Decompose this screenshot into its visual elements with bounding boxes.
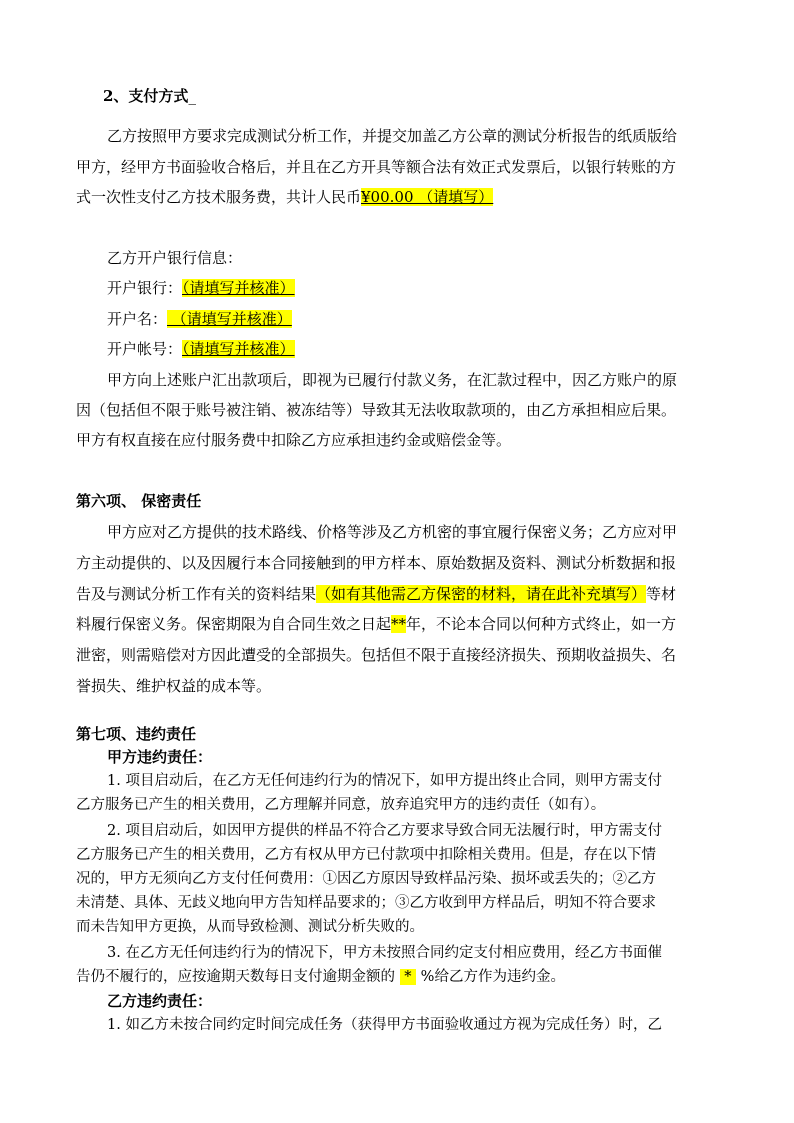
party-a-item3-line2-tail: %给乙方作为违约金。 xyxy=(416,969,565,985)
account-name-row xyxy=(107,309,292,329)
payment-heading xyxy=(103,86,196,106)
section6-line4-text: 料履行保密义务。保密期限为自合同生效之日起 xyxy=(76,615,392,633)
party-b-breach-heading: 乙方违约责任： xyxy=(107,992,213,1010)
section6-line5: 泄密，则需赔偿对方因此遭受的全部损失。包括但不限于直接经济损失、预期收益损失、名 xyxy=(76,646,677,664)
account-number-row xyxy=(107,339,295,359)
confidential-materials-field[interactable]: （如有其他需乙方保密的材料，请在此补充填写） xyxy=(316,585,647,603)
party-a-item2-line2: 乙方服务已产生的相关费用，乙方有权从甲方已付款项中扣除相关费用。但是，存在以下情 xyxy=(76,847,656,863)
bank-name-label: 开户银行： xyxy=(107,279,183,297)
confidentiality-years-field[interactable]: ** xyxy=(391,615,407,633)
payment-para2-line1: 甲方向上述账户汇出款项后，即视为已履行付款义务，在汇款过程中，因乙方账户的原 xyxy=(107,371,678,389)
bank-name-row xyxy=(107,278,295,298)
party-a-breach-heading: 甲方违约责任： xyxy=(107,748,213,766)
section6-line1: 甲方应对乙方提供的技术路线、价格等涉及乙方机密的事宜履行保密义务；乙方应对甲 xyxy=(107,523,678,541)
section6-heading: 第六项、 保密责任 xyxy=(76,492,202,510)
payment-heading-trail: _ xyxy=(188,87,196,105)
party-a-item3-line2-text: 告仍不履行的，应按逾期天数每日支付逾期金额的 xyxy=(76,969,400,985)
party-a-item2-line4: 未清楚、具体、无歧义地向甲方告知样品要求的；③乙方收到甲方样品后，明知不符合要求 xyxy=(76,895,656,911)
section6-line3-text: 告及与测试分析工作有关的资料结果 xyxy=(76,585,317,603)
bank-name-field[interactable]: （请填写并核准） xyxy=(182,279,295,297)
party-a-item3-line1: 3. 在乙方无任何违约行为的情况下，甲方未按照合同约定支付相应费用，经乙方书面催 xyxy=(107,945,662,961)
section6-line4-tail: 年，不论本合同以何种方式终止，如一方 xyxy=(406,615,677,633)
party-a-item2-line3: 况的，甲方无须向乙方支付任何费用：①因乙方原因导致样品污染、损坏或丢失的；②乙方 xyxy=(76,871,656,887)
payment-para1-line3 xyxy=(76,187,493,207)
account-number-label: 开户帐号： xyxy=(107,340,183,358)
party-a-item2-line1: 2. 项目启动后，如因甲方提供的样品不符合乙方要求导致合同无法履行时，甲方需支付 xyxy=(107,823,662,839)
section6-line6: 誉损失、维护权益的成本等。 xyxy=(76,677,272,695)
section6-line2: 方主动提供的、以及因履行本合同接触到的甲方样本、原始数据及资料、测试分析数据和报 xyxy=(76,554,677,572)
section6-line3-tail: 等材 xyxy=(646,585,677,603)
party-a-item3-line2 xyxy=(76,967,565,987)
payment-amount-field[interactable]: ¥00.00 （请填写） xyxy=(361,188,494,206)
payment-para2-line3: 甲方有权直接在应付服务费中扣除乙方应承担违约金或赔偿金等。 xyxy=(76,431,512,449)
party-a-item2-line5: 而未告知甲方更换，从而导致检测、测试分析失败的。 xyxy=(76,919,424,935)
section6-line4 xyxy=(76,614,676,634)
section7-heading: 第七项、违约责任 xyxy=(76,725,197,743)
payment-para2-line2: 因（包括但不限于账号被注销、被冻结等）导致其无法收取款项的，由乙方承担相应后果。 xyxy=(76,401,677,419)
late-fee-rate-field[interactable]: * xyxy=(399,969,417,985)
payment-heading-text: 2、支付方式 xyxy=(103,87,189,105)
account-name-label: 开户名： xyxy=(107,310,168,328)
payment-para1-line1: 乙方按照甲方要求完成测试分析工作，并提交加盖乙方公章的测试分析报告的纸质版给 xyxy=(107,127,678,145)
account-name-field[interactable]: （请填写并核准） xyxy=(167,310,292,328)
party-a-item1-line2: 乙方服务已产生的相关费用，乙方理解并同意，放弃追究甲方的违约责任（如有）。 xyxy=(76,797,606,813)
account-number-field[interactable]: （请填写并核准） xyxy=(182,340,295,358)
bank-info-intro: 乙方开户银行信息： xyxy=(107,249,243,267)
party-b-item1-line1: 1. 如乙方未按合同约定时间完成任务（获得甲方书面验收通过方视为完成任务）时，乙 xyxy=(107,1017,662,1033)
payment-para1-line2: 甲方，经甲方书面验收合格后，并且在乙方开具等额合法有效正式发票后，以银行转账的方 xyxy=(76,158,677,176)
section6-line3 xyxy=(76,584,676,604)
payment-amount-label: 式一次性支付乙方技术服务费，共计人民币 xyxy=(76,188,362,206)
party-a-item1-line1: 1. 项目启动后，在乙方无任何违约行为的情况下，如甲方提出终止合同，则甲方需支付 xyxy=(107,773,662,789)
